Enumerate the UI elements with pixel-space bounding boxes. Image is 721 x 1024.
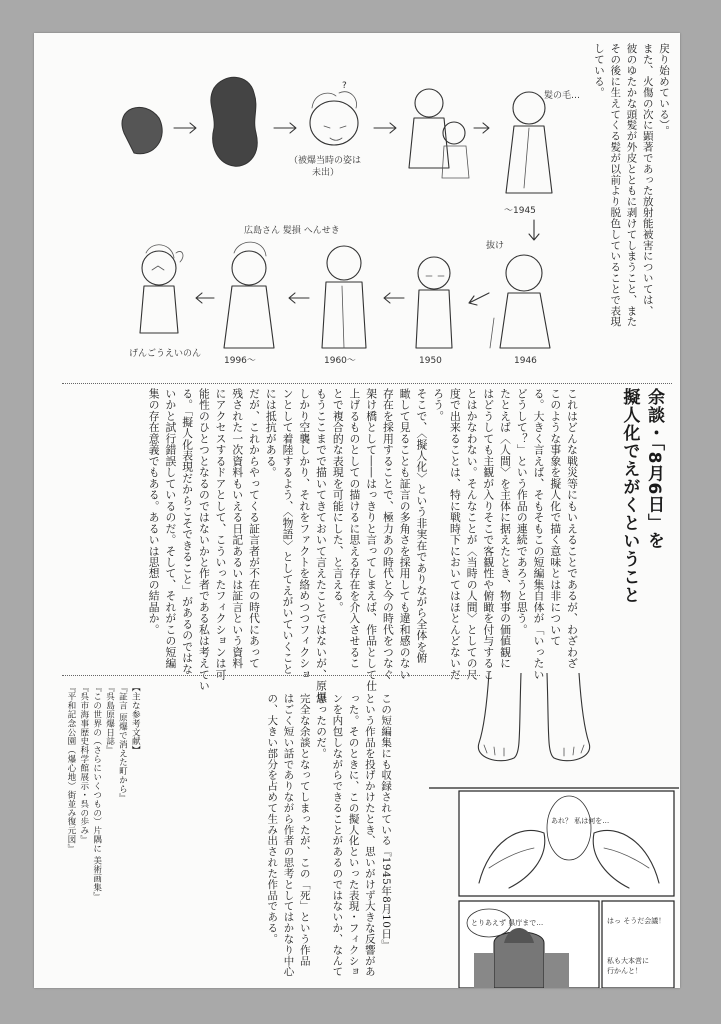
panel-building bbox=[459, 901, 599, 988]
arrow-3 bbox=[374, 123, 396, 133]
manga-panels bbox=[429, 673, 679, 988]
caption-1996: 1996〜 bbox=[224, 356, 256, 366]
panel-speech bbox=[602, 901, 674, 988]
arrow-4 bbox=[474, 123, 489, 133]
figure-kimono-1945 bbox=[504, 89, 580, 216]
note-keloid: （被爆当時の姿は bbox=[289, 156, 362, 166]
book-page bbox=[34, 33, 680, 988]
figure-1950 bbox=[416, 257, 452, 366]
svg-text:未出）: 未出） bbox=[312, 168, 340, 178]
figure-two-people bbox=[409, 89, 469, 178]
bubble-2: とりあえず 県庁まで… bbox=[471, 919, 544, 927]
note-question: ? bbox=[342, 81, 347, 91]
svg-text:行かんと！: 行かんと！ bbox=[607, 967, 642, 975]
references-list: 【主な参考文献】 『証言 原爆で消えた町から』 『呉島原爆日誌』 『この世界の（さらにいくつもの）片隅に 美術画集』 『呉市海事歴史科学館展示・呉の歩み』 『平和記念公園（爆心地）街並み復元図』 bbox=[65, 683, 141, 901]
essay-body: これはどんな戦災等にもいえることであるが、わざわざ このような事象を擬人化で描く意味とは非について る。大きく言えば、そもそもこの短編集自体が「いったい どうして？」という作品の連続であろうと思う。 たとえば〈人間〉を主体に据えたとき、物事の価値観に はどうしても主観が入りそこで客観性や俯瞰を付与するこ とはかなわない。そんなことが〈当時の人間〉としての尺 度で出来ることは、特に戦時下においてはほとんどないだ ろう。 そこで、〈擬人化〉という非実在でありながら全体を俯 瞰して見ることも証言の多角さを採用しても違和感のない 存在を採用することで、極力あの時代と今の時代をつなぐ 架け橋として――はっきりと言ってしまえば、作品として仕 上げるものとしての描けるに思える存在を介入させるこ とで複合的な表現を可能にした、と言える。 もうここまでで描いてきておいて言えたことではないが、原爆 しかり空襲しかり、それをファクトを絡めつつフィクショ ンとして着陸するよう、〈物語〉としてえがいていくこと には抵抗がある。 だが、これからやってくる証言者が不在の時代にあって 残された一次資料もいえる日記あるいは証言という資料 にアクセスするドアとして、こういったフィクションは可 能性のひとつとなるのではないかと作者である私は考えてい る。「擬人化表現だからこそできること」があるのではな いかと試行錯誤しているのだ。そして、それがこの短編 集の存在意義でもある。あるいは思想の結晶か。 bbox=[147, 388, 579, 703]
section-divider bbox=[62, 383, 672, 384]
figure-crying bbox=[289, 81, 361, 178]
figure-1996 bbox=[224, 242, 274, 366]
arrow-down bbox=[529, 220, 539, 240]
figure-blob-2 bbox=[211, 77, 257, 166]
arrow-7 bbox=[289, 293, 309, 303]
figure-1960 bbox=[322, 246, 366, 366]
caption-now: げんごうえいのん bbox=[129, 349, 202, 359]
arrow-8 bbox=[196, 293, 214, 303]
panel-hands bbox=[459, 791, 674, 896]
bubble-4: 私も大本営に bbox=[607, 957, 649, 965]
figure-blob-1 bbox=[122, 107, 162, 153]
caption-1945: 〜1945 bbox=[504, 206, 536, 216]
note-fallen: 抜け bbox=[486, 241, 505, 251]
bubble-3: はっ そうだ会議！ bbox=[607, 917, 666, 925]
note-hair: 髪の毛… bbox=[544, 91, 581, 101]
caption-1950: 1950 bbox=[419, 356, 442, 366]
arrow-6 bbox=[384, 293, 404, 303]
figure-kimono-1946 bbox=[486, 239, 550, 366]
arrow-5 bbox=[469, 293, 489, 305]
arrow-2 bbox=[274, 123, 296, 133]
top-paragraph: 戻り始めている）。 また、火傷の次に顕著であった放射能被害については、 彼のゆたかな頭髪が外皮とともに剥けてしまうこと、また その後に生えてくる髪が以前より脱色していることで表現 している。 bbox=[592, 43, 670, 327]
caption-1946: 1946 bbox=[514, 356, 537, 366]
section-divider-2 bbox=[62, 675, 480, 676]
arrow-1 bbox=[174, 123, 196, 133]
bubble-1: あれ？ 私は何を… bbox=[551, 817, 610, 825]
closing-paragraph: この短編集にも収録されている『1945年8月10日』 という作品を投げかけたとき、思いがけず大きな反響があ った。そのときに、この擬人化といった表現・フィクショ ンを内包しながらできることがあるのではないか、なんて 思ったのだ。 完全な余談となってしまったが、この「死」という作品 はごく短い話でありながら作者の思考としてはかなり中心 の、大きい部分を占めて生み出された作品である。 bbox=[266, 693, 393, 977]
note-title: 広島さん 髪損 へんせき bbox=[244, 226, 340, 236]
panel-feet bbox=[429, 673, 679, 788]
essay-title: 余談・「8月6日」を 擬人化でえがくということ bbox=[619, 388, 664, 605]
hair-change-illustration bbox=[74, 48, 594, 368]
figure-now bbox=[129, 245, 201, 359]
caption-1960: 1960〜 bbox=[324, 356, 356, 366]
